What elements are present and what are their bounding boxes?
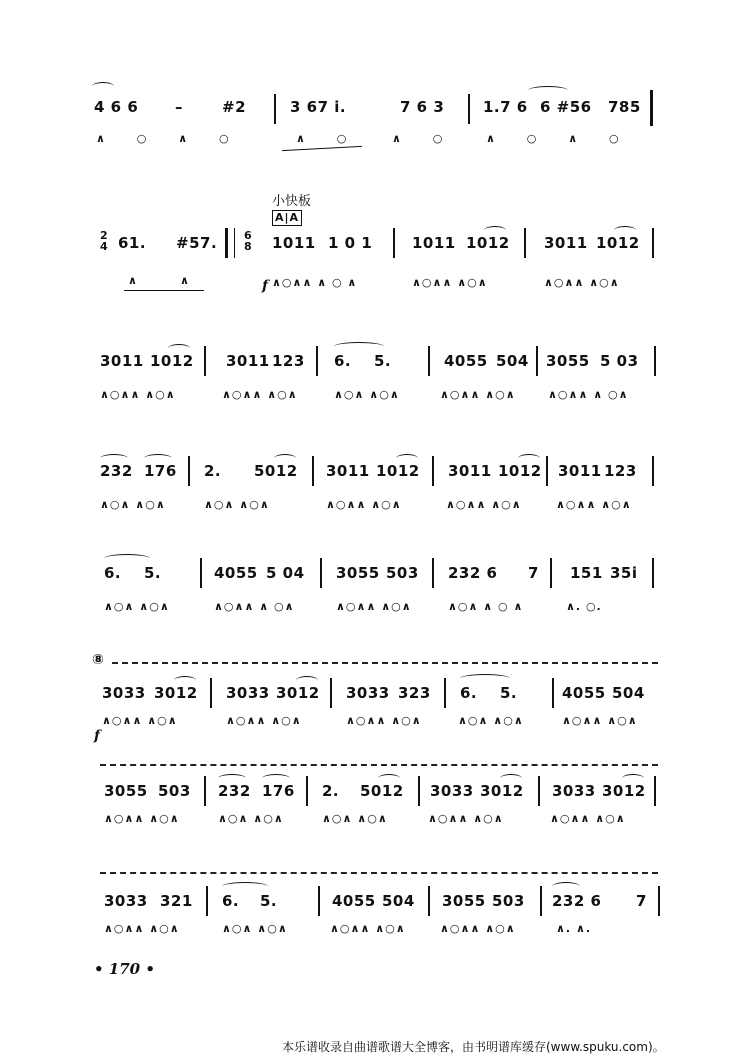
barline: [316, 346, 318, 376]
tie: [92, 82, 114, 91]
note-group: 3012: [480, 782, 524, 800]
articulation: ∧○∧∧ ∧○∧: [544, 276, 620, 289]
articulation: ∧○∧ ∧○∧: [322, 812, 388, 825]
note-group: 3055: [546, 352, 590, 370]
articulation: ∧○∧ ∧○∧: [222, 922, 288, 935]
note-group: 6.: [334, 352, 352, 370]
system-8: [0, 866, 730, 946]
barline: [318, 886, 320, 916]
note-group: 3033: [104, 892, 148, 910]
hairpin: [282, 146, 362, 151]
barline: [654, 776, 656, 806]
double-barline: [225, 228, 235, 258]
note-group: 3011: [226, 352, 270, 370]
barline: [540, 886, 542, 916]
barline: [204, 776, 206, 806]
note-group: 1012: [596, 234, 640, 252]
note-group: 232: [218, 782, 251, 800]
system-7: [0, 758, 730, 838]
slur: [552, 882, 580, 891]
articulation: ∧○∧∧ ∧○∧: [440, 388, 516, 401]
note-group: 5012: [360, 782, 404, 800]
articulation: ∧○∧ ∧○∧: [104, 600, 170, 613]
articulation: ∧. ∧.: [556, 922, 592, 935]
note-group: 6 #56: [540, 98, 592, 116]
note-group: 6.: [222, 892, 240, 910]
barline: [652, 456, 654, 486]
barline: [330, 678, 332, 708]
barline: [418, 776, 420, 806]
articulation: ∧○∧∧ ∧ ○∧: [548, 388, 629, 401]
note-group: 1 0 1: [328, 234, 373, 252]
note-group: 3055: [442, 892, 486, 910]
note-group: 3011: [326, 462, 370, 480]
note-group: 6.: [104, 564, 122, 582]
articulation: ∧○∧ ∧ ○ ∧: [448, 600, 524, 613]
barline: [320, 558, 322, 588]
note-group: 503: [492, 892, 525, 910]
note-group: 3012: [154, 684, 198, 702]
system-2: [0, 190, 730, 300]
note-group: 3033: [346, 684, 390, 702]
note-group: 5.: [500, 684, 518, 702]
note-group: 5.: [374, 352, 392, 370]
note-group: 3011: [100, 352, 144, 370]
note-group: 232 6: [448, 564, 498, 582]
note-group: 3011: [544, 234, 588, 252]
note-group: 2.: [204, 462, 222, 480]
slur: [104, 554, 150, 563]
note-group: 2.: [322, 782, 340, 800]
note-group: 123: [604, 462, 637, 480]
note-group: 3055: [336, 564, 380, 582]
note-group: 3012: [602, 782, 646, 800]
note-group: 176: [144, 462, 177, 480]
barline: [432, 558, 434, 588]
note-group: 323: [398, 684, 431, 702]
system-4: [0, 448, 730, 518]
slur: [528, 86, 568, 95]
note-group: #57.: [176, 234, 218, 252]
note-group: 504: [382, 892, 415, 910]
note-group: 176: [262, 782, 295, 800]
note-group: 503: [158, 782, 191, 800]
time-signature: 2 4: [100, 229, 108, 253]
slur: [222, 882, 268, 891]
articulation: ∧ ○ ∧ ○: [96, 132, 243, 145]
note-group: 1012: [376, 462, 420, 480]
barline: [536, 346, 538, 376]
articulation: ∧○∧∧ ∧○∧: [326, 498, 402, 511]
articulation: ∧○∧ ∧○∧: [100, 498, 166, 511]
articulation: ∧ ○: [392, 132, 457, 145]
articulation: ∧. ○.: [566, 600, 602, 613]
articulation: ∧○∧∧ ∧○∧: [562, 714, 638, 727]
tempo-annotation: 小快板: [272, 194, 312, 209]
note-group: 4055: [562, 684, 606, 702]
note-group: 61.: [118, 234, 147, 252]
note-group: 4055: [214, 564, 258, 582]
hairpin: [124, 290, 204, 291]
time-signature: 6 8: [244, 229, 252, 253]
articulation: ∧ ○ ∧ ○: [486, 132, 633, 145]
note-group: 3033: [552, 782, 596, 800]
note-group: 5012: [254, 462, 298, 480]
footer-credit: 本乐谱收录自曲谱歌谱大全博客，由书明谱库缓存(www.spuku.com)。: [282, 1040, 665, 1054]
note-group: #2: [222, 98, 247, 116]
barline: [444, 678, 446, 708]
note-group: 4055: [444, 352, 488, 370]
articulation: ∧○∧∧ ∧○∧: [446, 498, 522, 511]
note-group: 5 04: [266, 564, 305, 582]
note-group: 4055: [332, 892, 376, 910]
note-group: 1011: [272, 234, 316, 252]
barline: [652, 558, 654, 588]
barline: [200, 558, 202, 588]
articulation: ∧○∧∧ ∧○∧: [330, 922, 406, 935]
barline: [550, 558, 552, 588]
articulation: ∧○∧∧ ∧○∧: [412, 276, 488, 289]
system-6: [0, 650, 730, 750]
note-group: 3012: [276, 684, 320, 702]
articulation: ∧○∧∧ ∧○∧: [102, 714, 178, 727]
articulation: ∧○∧∧ ∧ ○∧: [214, 600, 295, 613]
articulation: ∧: [180, 274, 190, 287]
note-group: 3033: [226, 684, 270, 702]
barline: [650, 90, 653, 126]
rhythm-box: A|A: [272, 210, 302, 226]
note-group: 3 67 i.: [290, 98, 347, 116]
note-group: 503: [386, 564, 419, 582]
note-group: 3033: [102, 684, 146, 702]
note-group: 5.: [260, 892, 278, 910]
articulation: ∧○∧∧ ∧○∧: [440, 922, 516, 935]
note-group: 1011: [412, 234, 456, 252]
dashed-rule: [100, 764, 658, 766]
slur: [334, 342, 384, 351]
articulation: ∧○∧ ∧○∧: [204, 498, 270, 511]
note-group: 1.7 6: [483, 98, 528, 116]
note-group: 1012: [150, 352, 194, 370]
barline: [312, 456, 314, 486]
articulation: ∧○∧∧ ∧○∧: [556, 498, 632, 511]
barline: [654, 346, 656, 376]
note-group: 785: [608, 98, 641, 116]
articulation: ∧○∧ ∧○∧: [218, 812, 284, 825]
articulation: ∧ ○: [296, 132, 361, 145]
articulation: ∧○∧∧ ∧○∧: [336, 600, 412, 613]
barline: [652, 228, 654, 258]
note-group: –: [175, 98, 183, 116]
system-5: [0, 550, 730, 620]
articulation: ∧○∧∧ ∧○∧: [100, 388, 176, 401]
note-group: 4 6 6: [94, 98, 139, 116]
barline: [204, 346, 206, 376]
note-group: 123: [272, 352, 305, 370]
dashed-rule: [100, 872, 658, 874]
slur: [460, 674, 510, 683]
articulation: ∧○∧∧ ∧○∧: [346, 714, 422, 727]
articulation: ∧○∧∧ ∧○∧: [428, 812, 504, 825]
barline: [468, 94, 470, 124]
note-group: 321: [160, 892, 193, 910]
note-group: 3011: [558, 462, 602, 480]
note-group: 1012: [498, 462, 542, 480]
note-group: 232: [100, 462, 133, 480]
barline: [274, 94, 276, 124]
note-group: 232 6: [552, 892, 602, 910]
articulation: ∧○∧∧ ∧○∧: [550, 812, 626, 825]
barline: [393, 228, 395, 258]
section-marker: ⑧: [92, 652, 104, 668]
barline: [524, 228, 526, 258]
barline: [428, 346, 430, 376]
barline: [206, 886, 208, 916]
articulation: ∧: [128, 274, 138, 287]
barline: [210, 678, 212, 708]
note-group: 7: [528, 564, 539, 582]
articulation: ∧○∧∧ ∧○∧: [104, 812, 180, 825]
dashed-rule: [112, 662, 658, 664]
barline: [538, 776, 540, 806]
articulation: ∧○∧∧ ∧○∧: [222, 388, 298, 401]
note-group: 5.: [144, 564, 162, 582]
articulation: ∧○∧∧ ∧○∧: [104, 922, 180, 935]
note-group: 504: [612, 684, 645, 702]
note-group: 151: [570, 564, 603, 582]
barline: [552, 678, 554, 708]
note-group: 35i: [610, 564, 638, 582]
system-1: [0, 80, 730, 150]
dynamic-marking: f: [94, 728, 101, 744]
page-number: • 170 •: [94, 960, 155, 978]
note-group: 7: [636, 892, 647, 910]
note-group: 1012: [466, 234, 510, 252]
dynamic-marking: f: [262, 278, 269, 294]
note-group: 3055: [104, 782, 148, 800]
articulation: ∧○∧ ∧○∧: [334, 388, 400, 401]
barline: [546, 456, 548, 486]
barline: [306, 776, 308, 806]
barline: [658, 886, 660, 916]
barline: [188, 456, 190, 486]
note-group: 3033: [430, 782, 474, 800]
articulation: ∧○∧∧ ∧○∧: [226, 714, 302, 727]
articulation: ∧○∧ ∧○∧: [458, 714, 524, 727]
barline: [428, 886, 430, 916]
note-group: 6.: [460, 684, 478, 702]
note-group: 7 6 3: [400, 98, 445, 116]
note-group: 5 03: [600, 352, 639, 370]
articulation: ∧○∧∧ ∧ ○ ∧: [272, 276, 358, 289]
note-group: 504: [496, 352, 529, 370]
note-group: 3011: [448, 462, 492, 480]
system-3: [0, 338, 730, 408]
barline: [432, 456, 434, 486]
